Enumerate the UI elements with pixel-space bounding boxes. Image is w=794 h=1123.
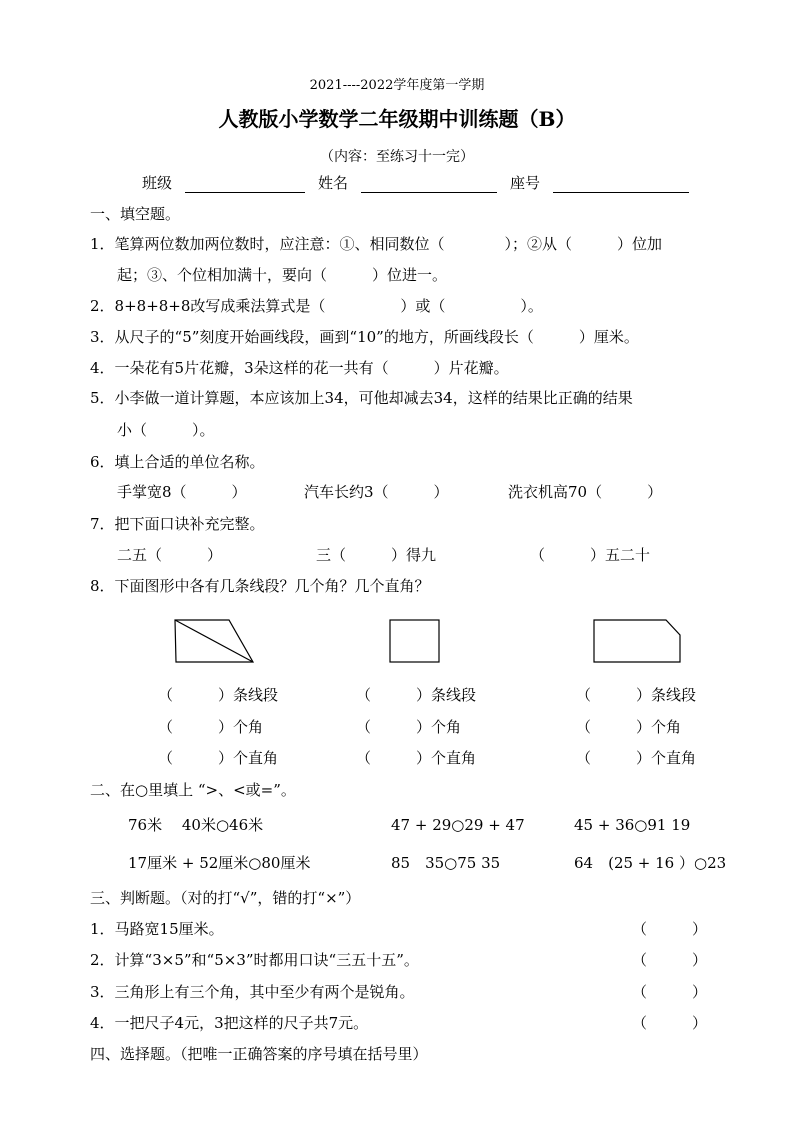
name-label: 姓名 [318,174,349,192]
judge-answer-2[interactable]: （ ） [632,951,708,969]
q1-line2: 起；③、个位相加满十，要向（ ）位进一。 [117,266,448,284]
fig3-angles: （ ）个角 [576,718,682,736]
fig2-right-angles: （ ）个直角 [356,749,477,767]
class-label: 班级 [142,174,173,192]
judge-answer-1[interactable]: （ ） [632,920,708,938]
q6: 6．填上合适的单位名称。 [90,453,265,471]
q6-item-washer: 洗衣机高70（ ） [508,483,663,501]
trapezoid-diagonal-figure [174,619,256,664]
compare-5: 85 35○75 35 [391,854,501,872]
cut-corner-rectangle-figure [593,619,683,664]
name-blank[interactable] [361,176,497,193]
seat-label: 座号 [510,174,541,192]
judge-item-2: 2．计算“3×5”和“5×3”时都用口诀“三五十五”。 [90,951,419,969]
q7-item-2: 三（ ）得九 [316,546,437,564]
name-field [318,173,497,193]
fig2-segments: （ ）条线段 [356,686,477,704]
compare-3: 45 + 36○91 19 [574,816,691,834]
section3-title: 三、判断题。（对的打“√”，错的打“×”） [90,889,361,907]
q5-line1: 5．小李做一道计算题，本应该加上34，可他却减去34，这样的结果比正确的结果 [90,389,633,407]
q7: 7．把下面口诀补充完整。 [90,515,265,533]
class-field [142,173,305,193]
q6-item-car: 汽车长约3（ ） [304,483,449,501]
section2-title: 二、在○里填上 “>、<或=”。 [90,781,296,799]
q7-item-1: 二五（ ） [117,546,223,564]
judge-answer-4[interactable]: （ ） [632,1014,708,1032]
q1-line1: 1．笔算两位数加两位数时，应注意：①、相同数位（ ）；②从（ ）位加 [90,235,663,253]
q5-line2: 小（ ）。 [117,421,215,439]
fig2-angles: （ ）个角 [356,718,462,736]
q2: 2．8+8+8+8改写成乘法算式是（ ）或（ ）。 [90,297,543,315]
seat-field [510,173,689,193]
judge-item-3: 3．三角形上有三个角，其中至少有两个是锐角。 [90,983,415,1001]
square-figure [389,619,441,664]
judge-answer-3[interactable]: （ ） [632,983,708,1001]
fig1-angles: （ ）个角 [158,718,264,736]
class-blank[interactable] [185,176,305,193]
compare-2: 47 + 29○29 + 47 [391,816,525,834]
q6-item-palm: 手掌宽8（ ） [117,483,247,501]
q7-item-3: （ ）五二十 [530,546,651,564]
fig3-segments: （ ）条线段 [576,686,697,704]
compare-4: 17厘米 + 52厘米○80厘米 [128,854,311,872]
compare-1: 76米 40米○46米 [128,816,264,834]
scope-note: （内容：至练习十一完） [320,149,474,165]
fig1-right-angles: （ ）个直角 [158,749,279,767]
seat-blank[interactable] [553,176,689,193]
q4: 4．一朵花有5片花瓣，3朵这样的花一共有（ ）片花瓣。 [90,359,509,377]
judge-item-1: 1．马路宽15厘米。 [90,920,224,938]
page-title: 人教版小学数学二年级期中训练题（B） [218,107,576,131]
compare-6: 64 (25 + 16 ）○23 [574,854,727,872]
section1-title: 一、填空题。 [90,205,181,223]
q8: 8．下面图形中各有几条线段？几个角？几个直角？ [90,577,430,595]
fig3-right-angles: （ ）个直角 [576,749,697,767]
judge-item-4: 4．一把尺子4元，3把这样的尺子共7元。 [90,1014,369,1032]
section4-title: 四、选择题。（把唯一正确答案的序号填在括号里） [90,1045,428,1063]
q3: 3．从尺子的“5”刻度开始画线段，画到“10”的地方，所画线段长（ ）厘米。 [90,328,639,346]
fig1-segments: （ ）条线段 [158,686,279,704]
school-year: 2021----2022学年度第一学期 [309,78,485,93]
